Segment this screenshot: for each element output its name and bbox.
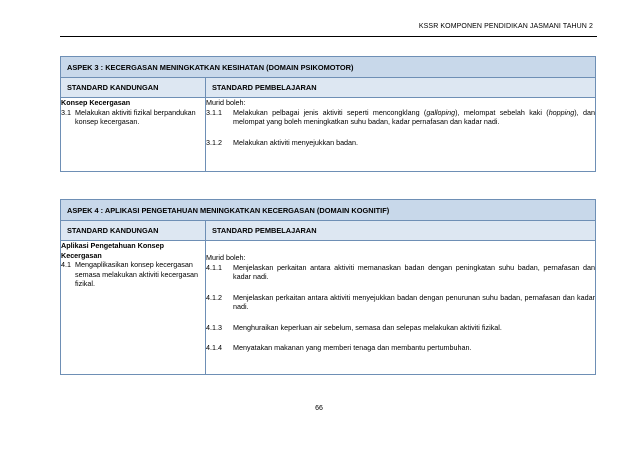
intro-text: Murid boleh: — [206, 98, 246, 107]
item-number: 3.1.1 — [206, 107, 222, 117]
kandungan-number: 3.1 — [61, 107, 71, 117]
column-header-kandungan: STANDARD KANDUNGAN — [61, 78, 206, 98]
list-item — [206, 293, 595, 312]
header-rule — [60, 36, 597, 37]
kandungan-title: Aplikasi Pengetahuan Konsep Kecergasan — [61, 241, 165, 260]
column-header-pembelajaran: STANDARD PEMBELAJARAN — [206, 78, 596, 98]
aspek-3-kandungan-cell — [61, 98, 206, 172]
aspek-4-pembelajaran-cell — [206, 241, 596, 375]
item-text: Melakukan pelbagai jenis aktiviti seperti mencongklang (galloping), melompat sebelah kaki (hopping), dan melompat yang boleh meningkatkan suhu badan, kadar pernafasan dan kadar nadi. — [233, 107, 595, 126]
item-text: Menghuraikan keperluan air sebelum, semasa dan selepas melakukan aktiviti fizikal. — [233, 322, 502, 332]
item-text: Menjelaskan perkaitan antara aktiviti memanaskan badan dengan peningkatan suhu badan, pernafasan dan kadar nadi. — [233, 262, 595, 281]
list-item — [206, 343, 595, 353]
kandungan-title: Konsep Kecergasan — [61, 98, 131, 107]
aspek-4-table — [60, 199, 596, 375]
list-item — [206, 138, 595, 148]
page-number: 66 — [315, 405, 323, 412]
aspek-3-title: ASPEK 3 : KECERGASAN MENINGKATKAN KESIHATAN (DOMAIN PSIKOMOTOR) — [61, 57, 596, 78]
aspek-3-pembelajaran-cell — [206, 98, 596, 172]
item-number: 3.1.2 — [206, 137, 222, 147]
list-item — [206, 323, 595, 333]
item-number: 4.1.2 — [206, 292, 222, 302]
item-text: Menjelaskan perkaitan antara aktiviti menyejukkan badan dengan penurunan suhu badan, pernafasan dan kadar nadi. — [233, 292, 595, 311]
aspek-3-table — [60, 56, 596, 172]
item-number: 4.1.1 — [206, 262, 222, 272]
item-number: 4.1.3 — [206, 322, 222, 332]
item-text: Menyatakan makanan yang memberi tenaga dan membantu pertumbuhan. — [233, 343, 472, 352]
item-number: 4.1.4 — [206, 343, 222, 352]
term-hopping: hopping — [548, 107, 575, 117]
aspek-4-title: ASPEK 4 : APLIKASI PENGETAHUAN MENINGKATKAN KECERGASAN (DOMAIN KOGNITIF) — [61, 200, 596, 221]
aspek-4-kandungan-cell — [61, 241, 206, 375]
kandungan-text: Mengaplikasikan konsep kecergasan semasa melakukan aktiviti kecergasan fizikal. — [75, 260, 199, 288]
kandungan-text: Melakukan aktiviti fizikal berpandukan konsep kecergasan. — [75, 107, 196, 126]
item-text: Melakukan aktiviti menyejukkan badan. — [233, 137, 359, 147]
list-item — [206, 263, 595, 282]
term-galloping: galloping — [426, 107, 456, 117]
intro-text: Murid boleh: — [206, 253, 246, 262]
list-item — [206, 108, 595, 127]
document-header: KSSR KOMPONEN PENDIDIKAN JASMANI TAHUN 2 — [418, 23, 593, 30]
column-header-kandungan: STANDARD KANDUNGAN — [61, 221, 206, 241]
kandungan-number: 4.1 — [61, 260, 71, 269]
column-header-pembelajaran: STANDARD PEMBELAJARAN — [206, 221, 596, 241]
